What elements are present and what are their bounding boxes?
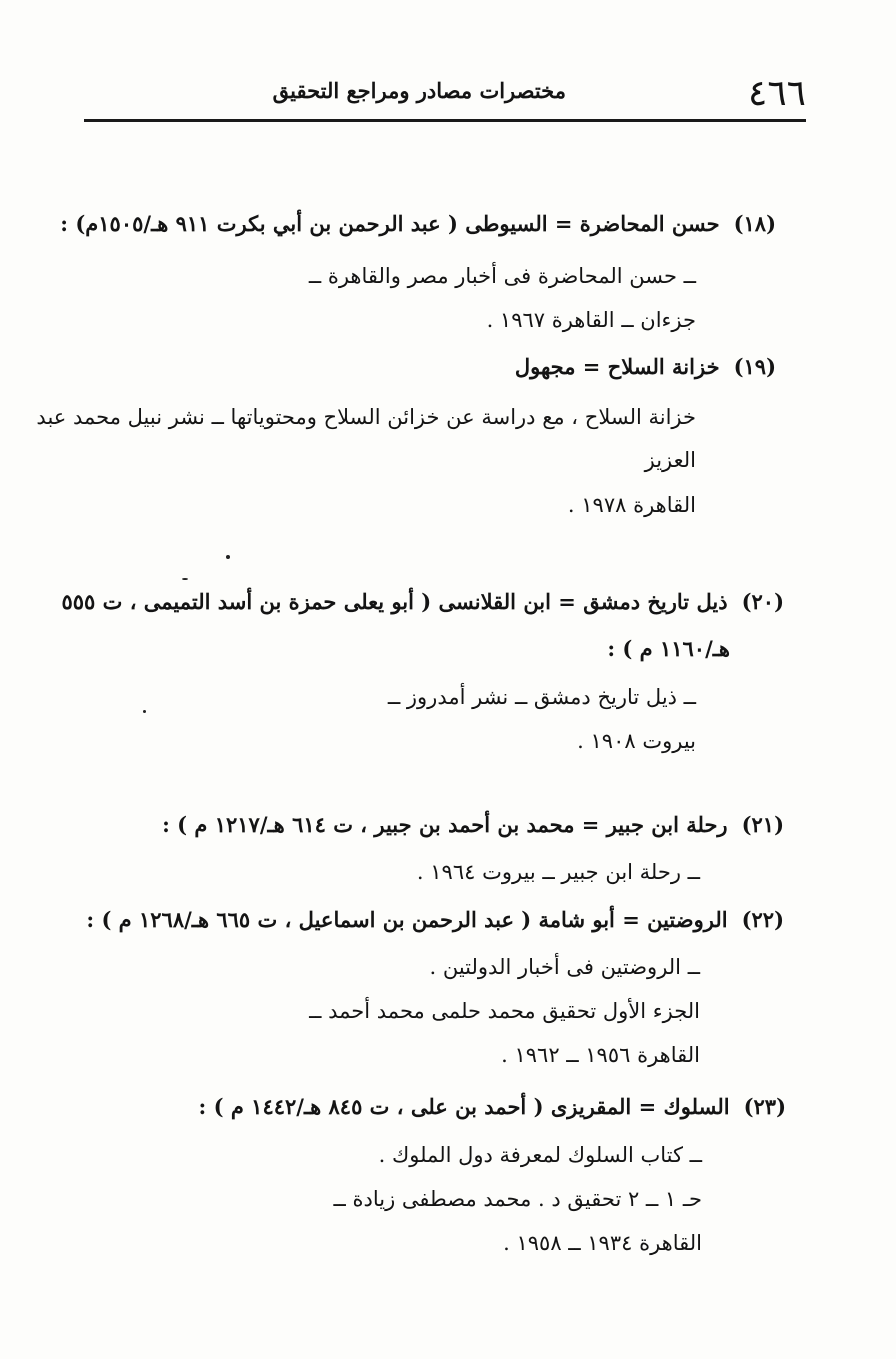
- entry-heading-text: ذيل تاريخ دمشق = ابن القلانسى ( أبو يعلى حمزة بن أسد التميمى ، ت ٥٥٥: [61, 589, 728, 614]
- entry-22-line-1: ــ الروضتين فى أخبار الدولتين .: [429, 955, 700, 979]
- entry-number: (١٨): [733, 211, 776, 236]
- entry-22-line-2: الجزء الأول تحقيق محمد حلمى محمد أحمد ــ: [309, 999, 700, 1023]
- entry-heading-text: الروضتين = أبو شامة ( عبد الرحمن بن اسماعيل ، ت ٦٦٥ هـ/١٢٦٨ م ) :: [86, 907, 728, 932]
- entry-19-line-2: العزيز: [644, 448, 696, 472]
- entry-number: (١٩): [733, 354, 776, 379]
- entry-23-line-1: ــ كتاب السلوك لمعرفة دول الملوك .: [378, 1143, 702, 1167]
- entry-heading-text: رحلة ابن جبير = محمد بن أحمد بن جبير ، ت ٦١٤ هـ/١٢١٧ م ) :: [162, 812, 728, 837]
- entry-heading-text: حسن المحاضرة = السيوطى ( عبد الرحمن بن أبي بكرت ٩١١ هـ/١٥٠٥م) :: [60, 211, 720, 236]
- entry-heading-text: السلوك = المقريزى ( أحمد بن على ، ت ٨٤٥ هـ/١٤٤٢ م ) :: [198, 1094, 730, 1119]
- entry-heading-text: خزانة السلاح = مجهول: [514, 354, 720, 379]
- scan-speck: [226, 555, 230, 559]
- entry-20-heading: [61, 585, 784, 619]
- entry-23-line-2: حـ ١ ــ ٢ تحقيق د . محمد مصطفى زيادة ــ: [333, 1187, 702, 1211]
- page-number: ٤٦٦: [747, 73, 806, 114]
- entry-19-heading: [515, 350, 776, 384]
- entry-20-line-2: بيروت ١٩٠٨ .: [577, 729, 696, 753]
- entry-21-line-1: ــ رحلة ابن جبير ــ بيروت ١٩٦٤ .: [416, 860, 700, 884]
- entry-20-heading-cont: هـ/١١٦٠ م ) :: [607, 636, 730, 661]
- entry-18-line-1: ــ حسن المحاضرة فى أخبار مصر والقاهرة ــ: [308, 264, 696, 288]
- entry-18-heading: [60, 207, 776, 241]
- entry-23-line-3: القاهرة ١٩٣٤ ــ ١٩٥٨ .: [503, 1231, 702, 1255]
- entry-21-heading: [162, 808, 784, 842]
- page-header: [84, 70, 806, 120]
- entry-22-heading: [86, 903, 784, 937]
- entry-20-line-1: ــ ذيل تاريخ دمشق ــ نشر أمدروز ــ: [387, 685, 696, 709]
- entry-number: (٢٠): [741, 589, 784, 614]
- entry-19-line-3: القاهرة ١٩٧٨ .: [567, 493, 696, 517]
- entry-number: (٢٢): [741, 907, 784, 932]
- entry-22-line-3: القاهرة ١٩٥٦ ــ ١٩٦٢ .: [501, 1043, 700, 1067]
- entry-23-heading: [199, 1090, 786, 1124]
- entry-number: (٢١): [741, 812, 784, 837]
- running-title: مختصرات مصادر ومراجع التحقيق: [272, 78, 566, 103]
- header-rule: [84, 119, 806, 122]
- entry-number: (٢٣): [743, 1094, 786, 1119]
- scan-speck: [143, 710, 146, 713]
- entry-19-line-1: خزانة السلاح ، مع دراسة عن خزائن السلاح ومحتوياتها ــ نشر نبيل محمد عبد: [36, 405, 696, 429]
- scan-speck: [182, 578, 188, 580]
- entry-18-line-2: جزءان ــ القاهرة ١٩٦٧ .: [486, 308, 696, 332]
